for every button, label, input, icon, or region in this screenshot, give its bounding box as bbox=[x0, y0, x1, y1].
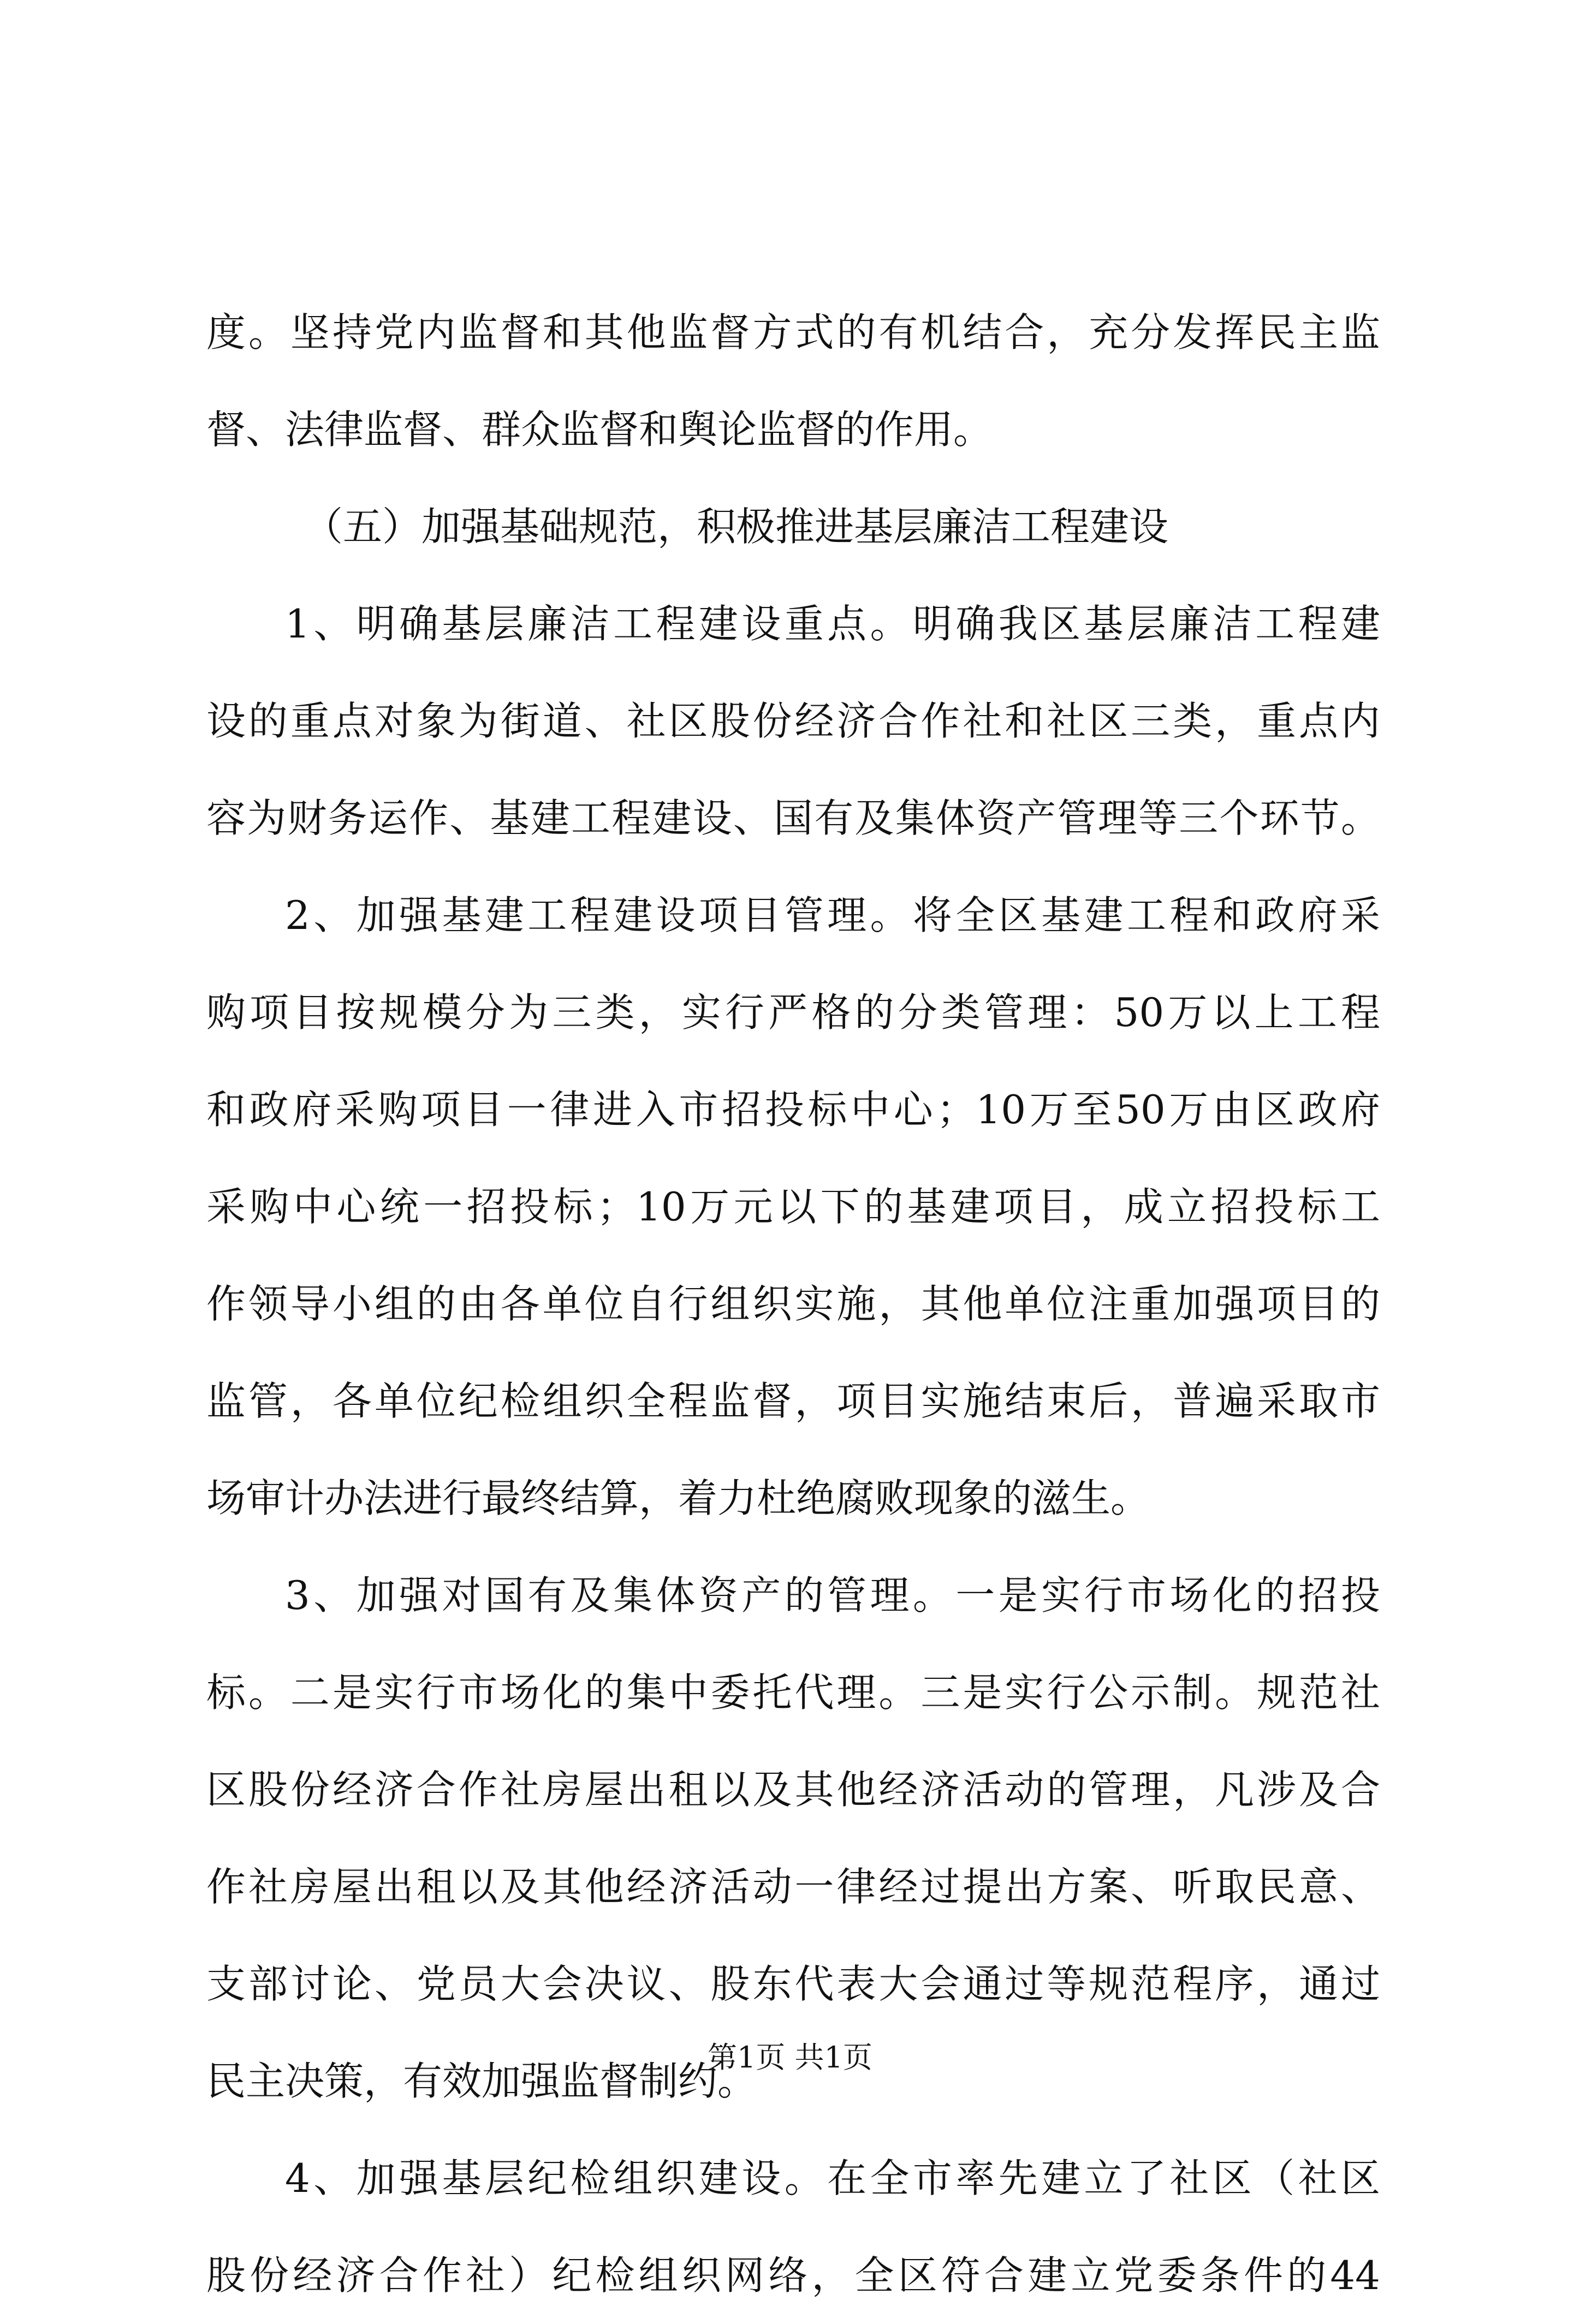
text-line: 标。二是实行市场化的集中委托代理。三是实行公示制。规范社 bbox=[206, 1670, 1380, 1715]
text-line: 度。坚持党内监督和其他监督方式的有机结合，充分发挥民主监 bbox=[206, 309, 1380, 355]
text-line: 2、加强基建工程建设项目管理。将全区基建工程和政府采 bbox=[285, 892, 1380, 938]
text-line: 区股份经济合作社房屋出租以及其他经济活动的管理，凡涉及合 bbox=[206, 1767, 1380, 1813]
page-footer: 第1页 共1页 bbox=[708, 2040, 872, 2075]
text-line: 场审计办法进行最终结算，着力杜绝腐败现象的滋生。 bbox=[206, 1475, 1150, 1521]
text-line: 1、明确基层廉洁工程建设重点。明确我区基层廉洁工程建 bbox=[285, 601, 1380, 647]
text-line: 3、加强对国有及集体资产的管理。一是实行市场化的招投 bbox=[285, 1572, 1380, 1618]
section-heading: （五）加强基础规范，积极推进基层廉洁工程建设 bbox=[304, 504, 1169, 550]
text-line: 作社房屋出租以及其他经济活动一律经过提出方案、听取民意、 bbox=[206, 1864, 1380, 1910]
text-line: 和政府采购项目一律进入市招投标中心；10万至50万由区政府 bbox=[206, 1087, 1380, 1133]
text-line: 民主决策，有效加强监督制约。 bbox=[206, 2058, 757, 2104]
document-body bbox=[206, 284, 1380, 2324]
text-line: 督、法律监督、群众监督和舆论监督的作用。 bbox=[206, 407, 993, 452]
text-line: 4、加强基层纪检组织建设。在全市率先建立了社区（社区 bbox=[285, 2155, 1380, 2201]
text-line: 股份经济合作社）纪检组织网络，全区符合建立党委条件的44 bbox=[206, 2253, 1380, 2298]
text-line: 容为财务运作、基建工程建设、国有及集体资产管理等三个环节。 bbox=[206, 795, 1380, 841]
text-line: 作领导小组的由各单位自行组织实施，其他单位注重加强项目的 bbox=[206, 1281, 1380, 1327]
text-line: 采购中心统一招投标；10万元以下的基建项目，成立招投标工 bbox=[206, 1184, 1380, 1230]
text-line: 设的重点对象为街道、社区股份经济合作社和社区三类，重点内 bbox=[206, 698, 1380, 744]
text-line: 监管，各单位纪检组织全程监督，项目实施结束后，普遍采取市 bbox=[206, 1378, 1380, 1424]
text-line: 支部讨论、党员大会决议、股东代表大会通过等规范程序，通过 bbox=[206, 1961, 1380, 2007]
text-line: 购项目按规模分为三类，实行严格的分类管理：50万以上工程 bbox=[206, 990, 1380, 1035]
